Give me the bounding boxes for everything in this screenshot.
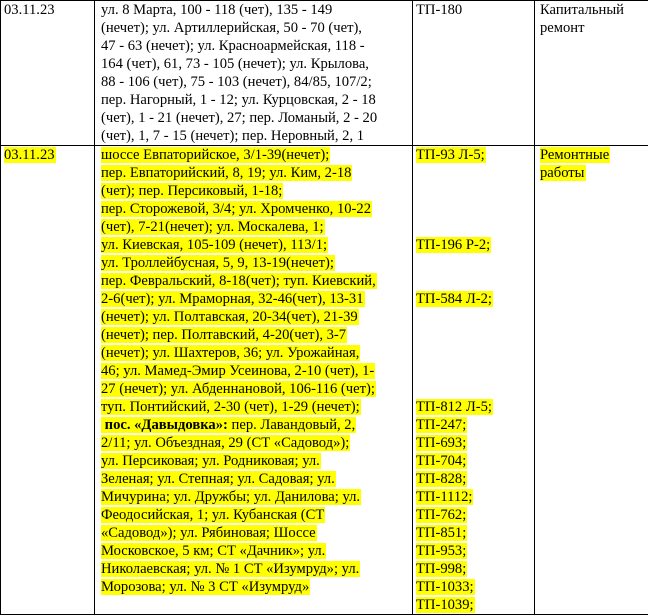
address-line: Морозова; ул. № 3 СТ «Изумруд» [101,579,310,595]
address-line: (нечет); ул. Артиллерийская, 50 - 70 (чет), [101,19,412,37]
address-line: 88 - 106 (чет), 75 - 103 (нечет), 84/85, 107/2; [101,73,412,91]
substation-text: ТП-1112; [416,489,473,505]
address-line: Зеленая; ул. Степная; ул. Садовая; ул. [101,471,336,487]
substation-cell [413,146,535,615]
address-line: (чет); пер. Персиковый, 1-18; [101,183,283,199]
address-line: пер. Нагорный, 1 - 12; ул. Курцовская, 2 - 18 [101,91,412,109]
date-cell [1,1,95,146]
address-line: 27 (нечет); ул. Абденнановой, 106-116 (чет); [101,381,376,397]
address-line: туп. Понтийский, 2-30 (чет), 1-29 (нечет); [101,399,361,415]
settlement-line [101,416,412,434]
address-line: Феодосийская, 1; ул. Кубанская (СТ [101,507,325,523]
substation-text: ТП-953; [416,543,467,559]
settlement-rest: пер. Лавандовый, 2, [228,417,355,433]
address-line: ул. 8 Марта, 100 - 118 (чет), 135 - 149 [101,1,412,19]
address-cell [95,146,413,615]
address-line: ул. Киевская, 105-109 (нечет), 113/1; [101,237,328,253]
substation-text: ТП-851; [416,525,467,541]
substation-text: ТП-704; [416,453,467,469]
address-line: пер. Сторожевой, 3/4; ул. Хромченко, 10-22 [101,201,372,217]
substation-text: ТП-180 [416,1,534,19]
substation-text: ТП-196 Р-2; [416,237,491,253]
substation-text: ТП-812 Л-5; [416,399,493,415]
address-line: 164 (чет), 61, 73 - 105 (нечет); ул. Крылова, [101,55,412,73]
address-line: шоссе Евпаторийское, 3/1-39(нечет); [101,147,330,163]
address-line: пер. Февральский, 8-18(чет); туп. Киевский, [101,273,377,289]
address-line: (чет), 1, 7 - 15 (нечет); пер. Неровный, 2, 1 [101,127,412,145]
address-line: Николаевская; ул. № 1 СТ «Изумруд»; ул. [101,561,360,577]
substation-text: ТП-93 Л-5; [416,147,486,163]
address-line: пер. Евпаторийский, 8, 19; ул. Ким, 2-18 [101,165,352,181]
address-line: ул. Троллейбусная, 5, 9, 13-19(нечет); [101,255,335,271]
address-line: Мичурина; ул. Дружбы; ул. Данилова; ул. [101,489,361,505]
work-type-cell [535,1,648,146]
address-line: 2-6(чет); ул. Мраморная, 32-46(чет), 13-31 [101,291,365,307]
work-type-cell [535,146,648,615]
address-line: (чет), 1 - 21 (нечет), 27; пер. Ломаный, 2 - 20 [101,109,412,127]
date-text: 03.11.23 [4,147,56,163]
address-cell [95,1,413,146]
work-type-line: Капитальный [540,1,648,19]
date-text: 03.11.23 [4,1,94,19]
work-type-line: работы [540,165,586,181]
address-line: (чет), 7-21(нечет); ул. Москалева, 1; [101,219,325,235]
address-line: (нечет); пер. Полтавский, 4-20(чет), 3-7 [101,327,347,343]
date-cell [1,146,95,615]
work-type-line: ремонт [540,19,648,37]
substation-cell [413,1,535,146]
substation-text: ТП-584 Л-2; [416,291,493,307]
table-row [1,146,648,615]
table-row [1,1,648,146]
substation-text: ТП-998; [416,561,467,577]
substation-text: ТП-693; [416,435,467,451]
address-line: 47 - 63 (нечет); ул. Красноармейская, 118 - [101,37,412,55]
substation-text: ТП-1033; [416,579,475,595]
substation-text: ТП-1039; [416,597,475,613]
address-line: Московское, 5 км; СТ «Дачник»; ул. [101,543,326,559]
work-type-line: Ремонтные [540,147,610,163]
address-line: 46; ул. Мамед-Эмир Усеинова, 2-10 (чет), 1- [101,363,375,379]
substation-text: ТП-247; [416,417,467,433]
address-line: (нечет); ул. Полтавская, 20-34(чет), 21-39 [101,309,359,325]
address-line: ул. Персиковая; ул. Родниковая; ул. [101,453,321,469]
address-line: (нечет); ул. Шахтеров, 36; ул. Урожайная, [101,345,360,361]
settlement-name: пос. «Давыдовка»: [105,417,228,433]
substation-text: ТП-828; [416,471,467,487]
address-line: «Садовод»); ул. Рябиновая; Шоссе [101,525,317,541]
address-line: 2/11; ул. Объездная, 29 (СТ «Садовод»); [101,435,350,451]
substation-text: ТП-762; [416,507,467,523]
